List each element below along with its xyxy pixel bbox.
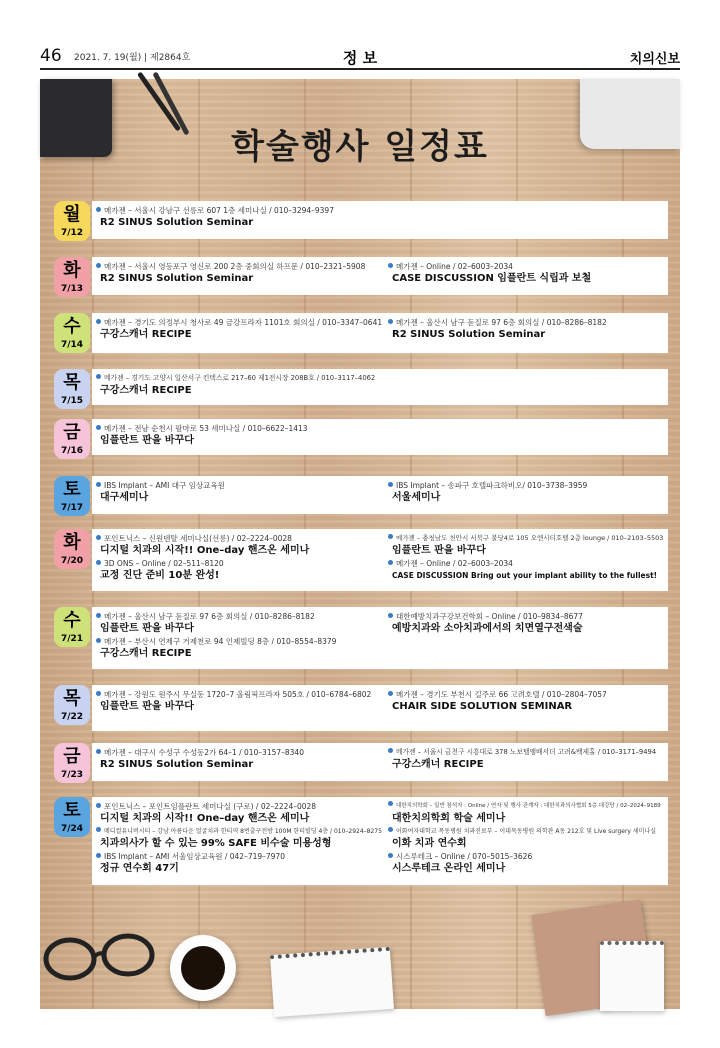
event-entry: [96, 558, 384, 583]
event-entry: [96, 636, 384, 661]
event-info: 시스루테크 – Online / 070–5015–3626: [388, 851, 664, 862]
event-info: 메가젠 – 서울시 금천구 시흥대로 378 노보텔앰배서더 고려&백제홀 / 010–3171–9494: [388, 747, 664, 758]
event-title: 임플란트 판을 바꾸다: [100, 435, 194, 446]
event-info: IBS Implant – 송파구 호텔파크하비오/ 010–3738–3959: [388, 480, 664, 491]
event-title: 치과의사가 할 수 있는 99% SAFE 비수술 미용성형: [100, 838, 332, 849]
day-row: [54, 685, 668, 731]
schedule-board: [40, 79, 680, 1009]
day-label: 수: [63, 610, 81, 631]
event-title: 구강스캐너 RECIPE: [100, 329, 192, 340]
event-title: 이화 치과 연수회: [392, 838, 467, 849]
event-title: 교정 진단 준비 10분 완성!: [100, 570, 220, 581]
day-label: 토: [63, 800, 81, 821]
day-row: [54, 257, 668, 295]
event-title: 구강스캐너 RECIPE: [392, 759, 484, 770]
event-title: R2 SINUS Solution Seminar: [100, 759, 254, 770]
day-row: [54, 607, 668, 669]
event-entry: [96, 801, 384, 826]
events-box: [92, 743, 668, 781]
day-label: 화: [63, 532, 81, 553]
event-title: 대구세미나: [100, 492, 149, 503]
events-box: [92, 369, 668, 405]
day-badge: [54, 607, 90, 647]
event-entry: [388, 317, 664, 342]
event-title: CASE DISCUSSION Bring out your implant ability to the fullest!: [392, 571, 658, 580]
events-box: [92, 313, 668, 353]
day-badge: [54, 201, 90, 241]
event-entry: [388, 261, 664, 286]
event-info: 포인트닉스 – 신원덴탈 세미나실(선릉) / 02–2224–0028: [96, 533, 384, 544]
event-title: 예방치과와 소아치과에서의 치면열구전색술: [392, 623, 583, 634]
event-title: CASE DISCUSSION 임플란트 식립과 보철: [392, 273, 592, 284]
events-box: [92, 476, 668, 514]
event-entry: [388, 533, 664, 558]
day-label: 목: [63, 688, 81, 709]
event-entry: [388, 558, 664, 583]
day-date: 7/16: [60, 446, 84, 456]
event-title: 임플란트 판을 바꾸다: [100, 701, 194, 712]
event-entry: [388, 611, 664, 636]
event-info: 메가젠 – 전남 순천시 팔마로 53 세미나실 / 010–6622–1413: [96, 423, 384, 434]
day-label: 수: [63, 316, 81, 337]
day-date: 7/21: [60, 634, 84, 644]
spiral-notepad-image: [270, 947, 394, 1017]
event-title: 구강스캐너 RECIPE: [100, 385, 192, 396]
day-row: [54, 313, 668, 353]
issue-date: 2021. 7. 19(월) | 제2864호: [74, 53, 191, 63]
event-info: 메가젠 – 경기도 의정부시 청사로 49 금강프라자 1101호 회의실 / 010–3347–0641: [96, 317, 384, 328]
event-entry: [388, 801, 664, 826]
day-badge: [54, 257, 90, 297]
event-info: 포인트닉스 – 포인트임플란트 세미나실 (구로) / 02–2224–0028: [96, 801, 384, 812]
day-row: [54, 743, 668, 781]
day-date: 7/13: [60, 284, 84, 294]
event-info: 메가젠 – 부산시 연제구 거제천로 94 인제빌딩 8층 / 010–8554–8379: [96, 636, 384, 647]
day-badge: [54, 797, 90, 837]
event-info: 메가젠 – 울산시 남구 돋질로 97 6층 회의실 / 010–8286–8182: [388, 317, 664, 328]
day-badge: [54, 743, 90, 783]
event-title: 임플란트 판을 바꾸다: [100, 623, 194, 634]
day-label: 금: [63, 746, 81, 767]
day-badge: [54, 685, 90, 725]
events-box: [92, 685, 668, 731]
day-row: [54, 797, 668, 885]
event-entry: [96, 317, 384, 342]
event-info: IBS Implant – AMI 서울임상교육원 / 042–719–7970: [96, 851, 384, 862]
event-info: 메가젠 – 서울시 강남구 선릉로 607 1층 세미나실 / 010–3294–9397: [96, 205, 384, 216]
day-date: 7/12: [60, 228, 84, 238]
event-entry: [96, 373, 384, 398]
event-title: 임플란트 판을 바꾸다: [392, 545, 486, 556]
page-title: 학술행사 일정표: [231, 127, 489, 167]
day-badge: [54, 419, 90, 459]
event-entry: [96, 747, 384, 772]
day-date: 7/24: [60, 824, 84, 834]
event-entry: [96, 261, 384, 286]
brand-logo: 치의신보: [629, 52, 680, 67]
event-info: 메가젠 – Online / 02–6003–2034: [388, 558, 664, 569]
day-label: 화: [63, 260, 81, 281]
event-info: 메가젠 – 충청남도 천안시 서북구 불당4로 105 오엔시티호텔 2층 lounge / 010–2103–5503: [388, 533, 664, 544]
page-header: [40, 44, 680, 70]
event-title: 정규 연수회 47기: [100, 863, 179, 874]
event-entry: [96, 533, 384, 558]
day-row: [54, 369, 668, 405]
coffee-cup-image: [170, 935, 236, 1001]
day-badge: [54, 529, 90, 569]
events-box: [92, 797, 668, 885]
event-entry: [96, 423, 384, 448]
day-badge: [54, 476, 90, 516]
event-entry: [388, 826, 664, 851]
event-entry: [96, 851, 384, 876]
event-entry: [96, 480, 384, 505]
event-title: 대한치의학회 학술 세미나: [392, 813, 506, 824]
day-date: 7/15: [60, 396, 84, 406]
day-date: 7/17: [60, 503, 84, 513]
event-entry: [388, 689, 664, 714]
event-info: 메가젠 – 울산시 남구 돋질로 97 6층 회의실 / 010–8286–8182: [96, 611, 384, 622]
events-box: [92, 607, 668, 669]
day-date: 7/23: [60, 770, 84, 780]
day-badge: [54, 313, 90, 353]
events-box: [92, 257, 668, 295]
day-row: [54, 476, 668, 514]
day-label: 금: [63, 422, 81, 443]
day-date: 7/20: [60, 556, 84, 566]
events-box: [92, 419, 668, 455]
event-title: 시스루테크 온라인 세미나: [392, 863, 506, 874]
event-title: 구강스캐너 RECIPE: [100, 648, 192, 659]
event-title: 디지털 치과의 시작!! One–day 핸즈온 세미나: [100, 545, 310, 556]
day-row: [54, 529, 668, 591]
event-entry: [388, 480, 664, 505]
event-title: CHAIR SIDE SOLUTION SEMINAR: [392, 701, 573, 712]
day-label: 토: [63, 479, 81, 500]
memo-pad-image: [600, 941, 664, 1011]
event-entry: [96, 205, 384, 230]
event-entry: [388, 747, 664, 772]
event-title: R2 SINUS Solution Seminar: [100, 217, 254, 228]
day-badge: [54, 369, 90, 409]
event-title: 디지털 치과의 시작!! One–day 핸즈온 세미나: [100, 813, 310, 824]
day-label: 월: [63, 204, 81, 225]
event-entry: [96, 689, 384, 714]
day-row: [54, 419, 668, 455]
events-box: [92, 529, 668, 591]
day-date: 7/22: [60, 712, 84, 722]
event-title: 서울세미나: [392, 492, 441, 503]
day-label: 목: [63, 372, 81, 393]
page-number: 46: [40, 46, 62, 66]
event-entry: [96, 826, 384, 851]
day-row: [54, 201, 668, 239]
event-info: 메가젠 – 경기도 부천시 길주로 66 고려호텔 / 010–2804–7057: [388, 689, 664, 700]
event-info: 대한치의학회 – 일반 참석자 : Online / 연자 및 행사 관계자 : 대한치과의사협회 5층 대강당 / 02–2024–9189: [388, 801, 664, 812]
event-info: 3D ONS – Online / 02–511–8120: [96, 558, 384, 569]
section-title: 정 보: [342, 49, 378, 67]
event-entry: [388, 851, 664, 876]
event-info: 메가젠 – 대구시 수성구 수성동2가 64–1 / 010–3157–8340: [96, 747, 384, 758]
events-box: [92, 201, 668, 239]
event-info: 메가젠 – 서울시 영등포구 영신로 200 2층 중회의실 하프문 / 010–2321–5908: [96, 261, 384, 272]
event-entry: [96, 611, 384, 636]
event-title: R2 SINUS Solution Seminar: [100, 273, 254, 284]
event-info: IBS Implant – AMI 대구 임상교육원: [96, 480, 384, 491]
event-info: 메가젠 – 경기도 고양시 일산서구 킨텍스로 217–60 제1전시장 208B호 / 010–3117–4062: [96, 373, 384, 384]
day-date: 7/14: [60, 340, 84, 350]
event-info: 대한예방치과구강보건학회 – Online / 010–9834–8677: [388, 611, 664, 622]
glasses-image: [40, 929, 160, 985]
event-info: 메가젠 – Online / 02–6003–2034: [388, 261, 664, 272]
event-info: 이화여자대학교 목동병원 치과진료부 – 이대목동병원 의학관 A동 212호 및 Live surgery 세미나실: [388, 826, 664, 837]
event-info: 메가젠 – 강원도 원주시 무실동 1720–7 올림픽프라자 505호 / 010–6784–6802: [96, 689, 384, 700]
event-title: R2 SINUS Solution Seminar: [392, 329, 546, 340]
event-info: 메디컬유니버시티 – 강남 아름다운 얼굴치과 한티역 8번출구전방 100M 한티빌딩 4층 / 010–2924–8275: [96, 826, 384, 837]
